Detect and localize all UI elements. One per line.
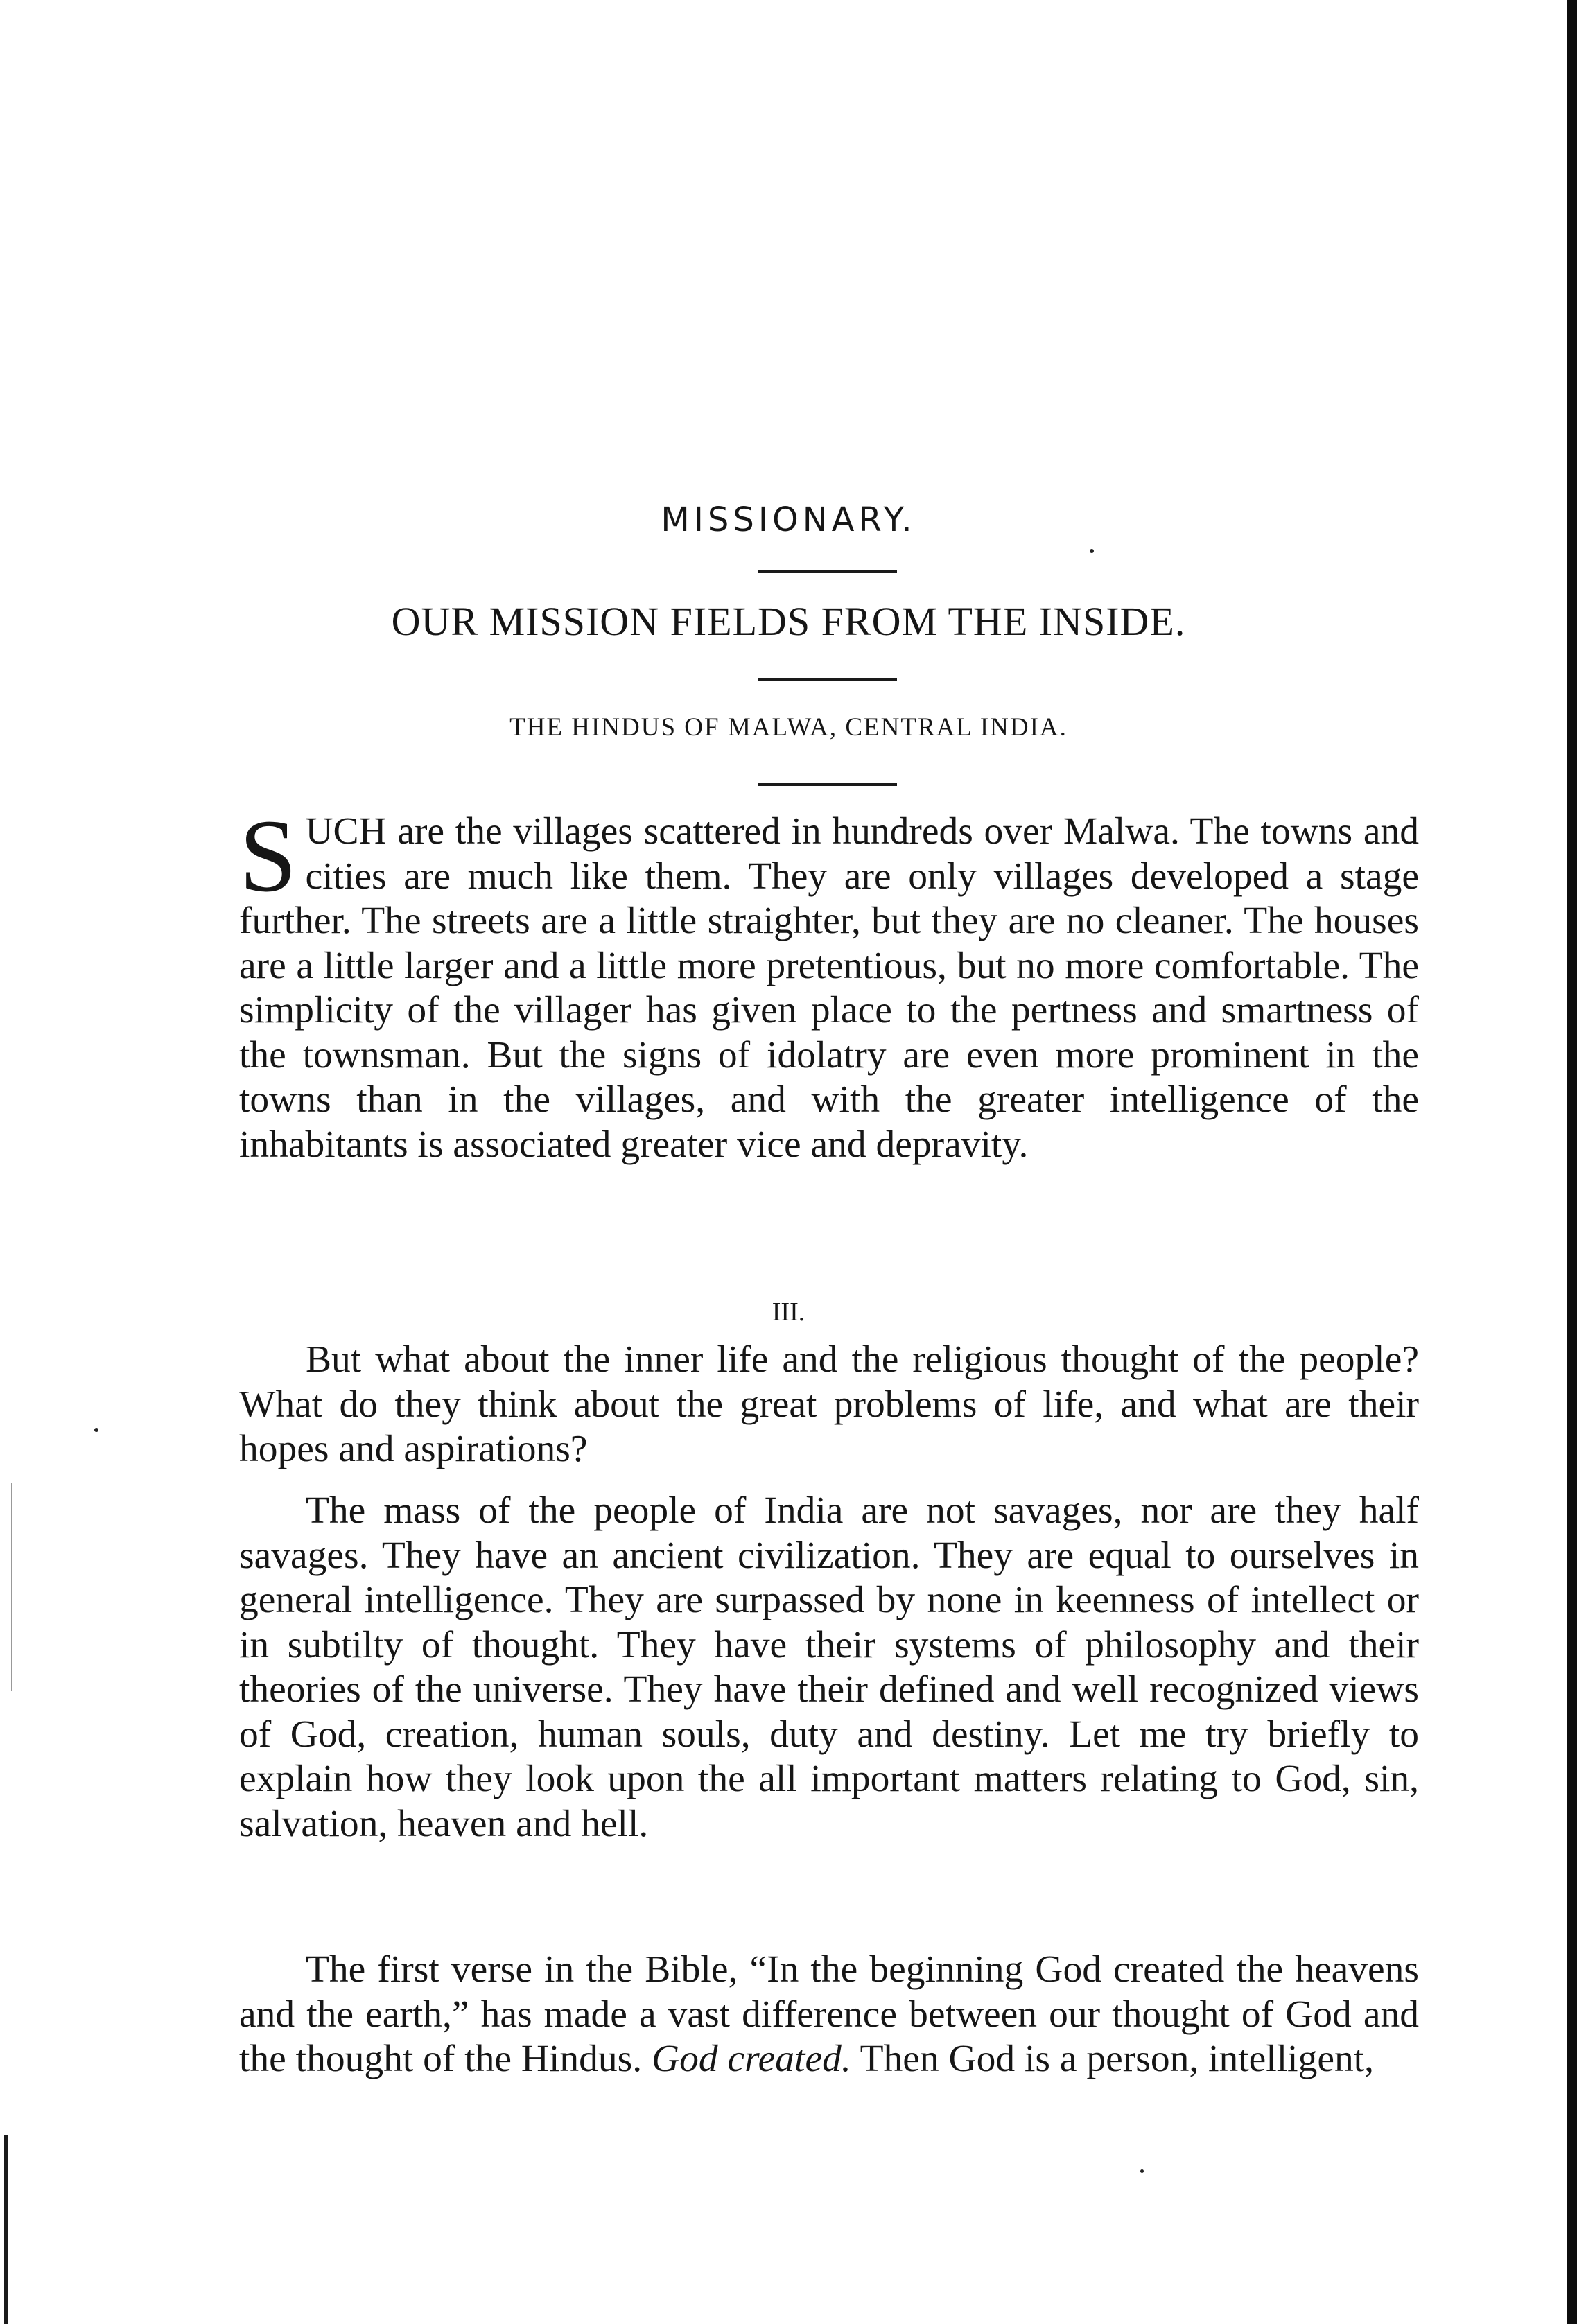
paragraph-1-text: UCH are the villages scattered in hundreds over Malwa. The towns and cities are much like them. They are only villages developed a stage further. The streets are a little straighter, but they are no cleaner. The houses are a little larger and a little more pretentious, but no more comfortable. The simplicity of the villager has given place to the pertness and smartness of the townsman. But the signs of idolatry are even more prominent in the towns than in the villages, and with the greater intelligence of the inhabitants is associated greater vice and depravity. <box>239 810 1419 1166</box>
article-subtitle: THE HINDUS OF MALWA, CENTRAL INDIA. <box>509 713 1068 742</box>
paragraph-4 <box>239 1948 1419 2082</box>
page-edge-shadow-left <box>4 2135 8 2324</box>
paragraph-4-text-start: The first verse in the Bible, “In the beginning God created the heavens and the earth,” has made a vast difference between our thought of God and the thought of the Hindus. <box>239 1948 1419 2080</box>
drop-cap: S <box>239 798 297 914</box>
print-speck <box>94 1428 98 1432</box>
paragraph-2: But what about the inner life and the religious thought of the people? What do they think about the great problems of life, and what are their hopes and aspirations? <box>239 1338 1419 1470</box>
paragraph-1 <box>239 798 1419 1167</box>
paragraph-4-text-end: Then God is a person, intelligent, <box>851 2038 1374 2080</box>
page-edge-mark-left <box>11 1483 12 1691</box>
paragraph-3: The mass of the people of India are not savages, nor are they half savages. They have an ancient civilization. They are equal to ourselves in general intelligence. They are surpassed by none in keenness of intellect or in subtilty of thought. They have their systems of philosophy and their theories of the universe. They have their defined and well recognized views of God, creation, human souls, duty and destiny. Let me try briefly to explain how they look upon the all important matters relating to God, sin, salvation, heaven and hell. <box>239 1489 1419 1845</box>
page-edge-shadow-right <box>1567 0 1577 2324</box>
divider-rule <box>758 570 897 573</box>
section-number: III. <box>772 1298 805 1327</box>
article-title: OUR MISSION FIELDS FROM THE INSIDE. <box>391 599 1186 644</box>
section-heading: MISSIONARY. <box>661 500 916 539</box>
print-speck <box>1090 549 1094 553</box>
divider-rule <box>758 783 897 786</box>
print-speck <box>1140 2169 1144 2173</box>
divider-rule <box>758 678 897 681</box>
paragraph-4-italic: God created. <box>652 2038 851 2080</box>
